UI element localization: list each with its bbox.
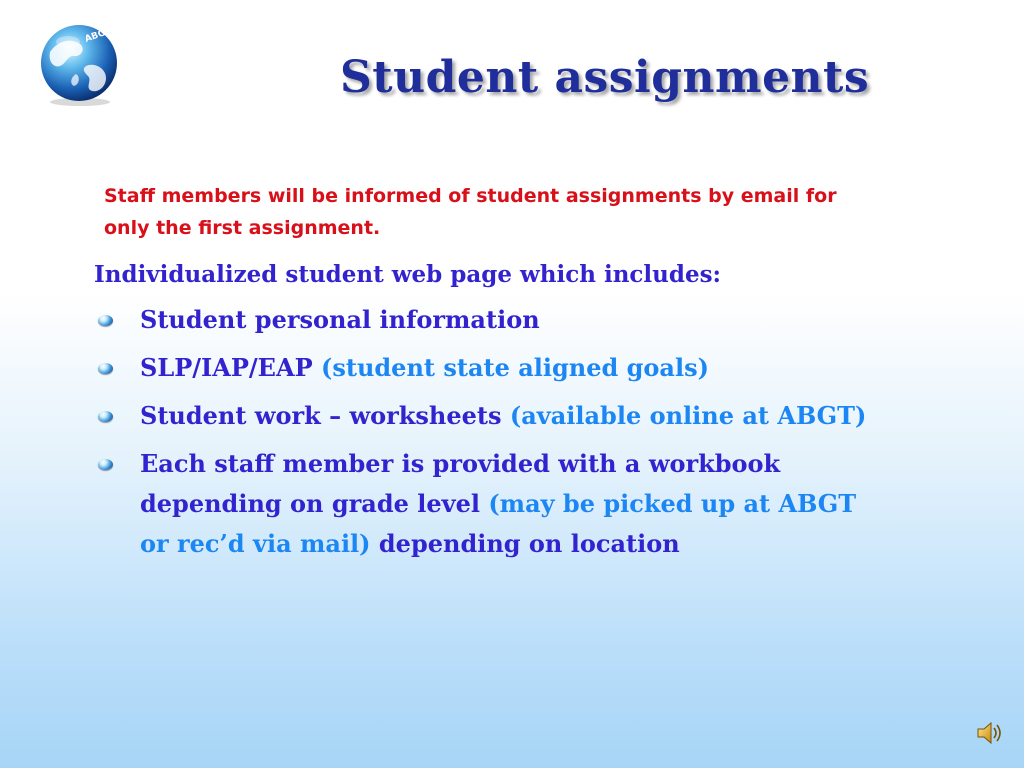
bullet-aside: (may be picked up at ABGT or rec’d via mail) (140, 489, 857, 558)
bullet-icon (98, 411, 113, 422)
bullet-text: Student personal information (140, 305, 540, 334)
lead-line: Individualized student web page which includes: (94, 261, 722, 288)
bullet-tail: depending on location (378, 529, 680, 558)
bullet-icon (98, 459, 113, 470)
list-item (94, 348, 884, 388)
bullet-text: Each staff member is provided with a workbook depending on grade level (140, 449, 781, 518)
bullet-aside: (student state aligned goals) (321, 353, 709, 382)
bullet-text: Student work – worksheets (140, 401, 502, 430)
speaker-icon[interactable] (975, 718, 1005, 748)
main-content (94, 258, 884, 572)
staff-notice: Staff members will be informed of student assignments by email for only the first assignment. (104, 185, 837, 239)
globe-logo-icon (36, 22, 122, 108)
page-title: Student assignments (340, 52, 870, 103)
bullet-aside: (available online at ABGT) (509, 401, 867, 430)
logo-text: ABGT (83, 26, 113, 45)
list-item (94, 396, 884, 436)
list-item (94, 444, 884, 564)
list-item (94, 300, 884, 340)
bullet-text: SLP/IAP/EAP (140, 353, 313, 382)
bullet-icon (98, 363, 113, 374)
bullet-icon (98, 315, 113, 326)
bullet-list (94, 300, 884, 564)
